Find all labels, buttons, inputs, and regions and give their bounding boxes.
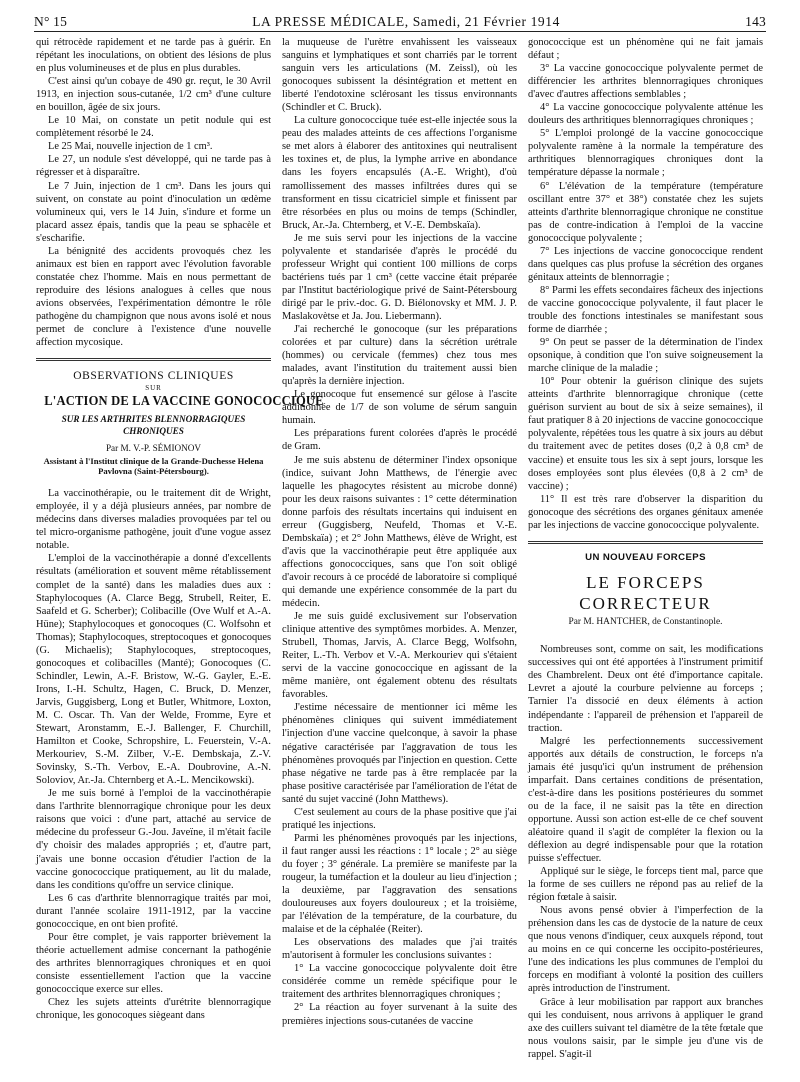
paragraph: C'est ainsi qu'un cobaye de 490 gr. reçut, le 30 Avril 1913, en injection sous-cutanée, 1/2 cm³ d'une culture en bouillon, âgée de six jours. [36,76,271,114]
paragraph: Le 7 Juin, injection de 1 cm³. Dans les jours qui suivent, on constate au point d'inoculation un œdème volumineux qui, vers le 14 Juin, s'indure et forme un placard assez épais, tandis que la peau se sphacèle et s'escharifie. [36,180,271,244]
paragraph: qui rétrocède rapidement et ne tarde pas à guérir. En répétant les inoculations, on obtient des lésions de plus en plus volumineuses et de plus en plus durables. [36,37,271,75]
paragraph: Le 27, un nodule s'est développé, qui ne tarde pas à régresser et à disparaître. [36,154,271,179]
issue-number: N° 15 [34,14,68,29]
paragraph: 7° Les injections de vaccine gonococcique rendent dans quelques cas plus profuse la sécrétion des organes génitaux atteints de blennorragie ; [528,245,763,283]
section-divider [36,358,271,361]
paragraph: Le 10 Mai, on constate un petit nodule qui est complètement résorbé le 24. [36,115,271,140]
paragraph: 6° L'élévation de la température (température oscillant entre 37° et 38°) constatée chez les sujets atteints d'arthrite blennorragique chronique ne constitue pas de contre-indication à l'emploi de la vaccine gonococcique polyvalente ; [528,180,763,244]
article-kicker: OBSERVATIONS CLINIQUES [73,370,234,383]
section-rubric: UN NOUVEAU FORCEPS [585,551,706,563]
paragraph: Je me suis abstenu de déterminer l'index opsonique (indice, suivant John Matthews, de l'énergie avec laquelle les phagocytes résistent au microbe donné) pour les deux raisons suivantes : 1° cette détermination donne parfois des résultats incertains qui induisent en erreur (Guggisberg, Neufeld, Thomas et V.-E. Dembskaïa) ; et 2° John Matthews, élève de Wright, est d'avis que la vaccinothérapie peut être appliquée aux affections gonococciques, sans que l'on soit obligé d'avoir recours à ce procédé de laboratoire si compliqué qui demande une expérience consommée de la part du médecin. [282,454,517,610]
paragraph: Malgré les perfectionnements successivement apportés aux détails de construction, le forceps n'a jamais été jusqu'ici qu'un instrument de préhension imparfait. Dans certaines conditions de présentation, c'est-à-dire dans les positions postérieures du sommet ou de la face, il ne saisit pas la tête en direction opportune. Aussi son action est-elle de ce chef souvent aléatoire quand il s'agit de compléter la flexion ou la déflexion au degré indispensable pour que la rotation puisse s'effectuer. [528,735,763,865]
article-title: L'ACTION DE LA VACCINE GONOCOCCIQUE [44,393,324,409]
paragraph: Le gonocoque fut ensemencé sur gélose à l'ascite additionnée de 1/7 de son volume de sérum sanguin humain. [282,389,517,427]
paragraph: Les préparations furent colorées d'après le procédé de Gram. [282,428,517,453]
paragraph: 8° Parmi les effets secondaires fâcheux des injections de vaccine gonococcique polyvalente, il faut placer le trouble des fonctions intestinales se manifestant sous forme de diarrhée ; [528,284,763,336]
page-number: 143 [745,14,766,29]
paragraph: Appliqué sur le siège, le forceps tient mal, parce que la forme de ses cuillers ne répond pas au relief de la région fœtale à saisir. [528,866,763,904]
section-divider [528,541,763,544]
header-rule [34,31,766,32]
journal-title: LA PRESSE MÉDICALE, Samedi, 21 Février 1914 [252,14,560,29]
paragraph: 11° Il est très rare d'observer la disparition du gonocoque des sécrétions des organes génitaux amenée par les injections de vaccine gonococcique polyvalente. [528,493,763,531]
paragraph: Je me suis borné à l'emploi de la vaccinothérapie dans l'arthrite blennorragique chronique pour les deux raisons que voici : d'une part, attaché au service de médecine du professeur G.-Jou. Javeïne, il m'était facile d'y choisir des malades appropriés ; et, d'autre part, j'avais une bonne occasion d'étudier l'action de la vaccine gonococcique pratiquement, au lit du malade, dans les conditions qu'offre un service clinique. [36,788,271,891]
paragraph: 3° La vaccine gonococcique polyvalente permet de différencier les arthrites blennorragiques chroniques d'avec d'autres affections semblables ; [528,63,763,101]
paragraph: Nous avons pensé obvier à l'imperfection de la préhension dans les cas de dystocie de la nature de ceux que nous venons d'indiquer, ceux auxquels répond, tout au moins en ce qui concerne les occipito-postérieures, l'une des indications les plus communes de l'emploi du forceps en modifiant à volonté la position des cuillers après introduction de l'instrument. [528,905,763,995]
paragraph: Les observations des malades que j'ai traités m'autorisent à formuler les conclusions suivantes : [282,937,517,962]
paragraph: L'emploi de la vaccinothérapie a donné d'excellents résultats (amélioration et souvent même rétablissement complet de la santé) dans les maladies dues aux : Staphylocoques (A. Clarce Begg, Strubell, Reiter, E. Saafeld et G. Scherber); Colibacille (Ove Wulf et A.-A. Hüne); Staphylocoques et gonocoques (C. Wolfsohn et Thomas); Staphylocoques, streptocoques et gonocoques (G. Michaelis); Staphylocoques, streptocoques, gonocoques et colibacilles (Manté); Gonocoques (C. Schindler, Lewin, A.-F. Bristow, W.-G. Gayler, E.-E. Irons, I.-H. Schultz, Hagen, C. Bruck, D. Menzer, Jarvis, Guggisberg, Long et Butler, Whitmore, Loxton, M. C. Oscar. Th. Van der Welde, Fromme, Eyre et Stewart, Aronstamm, E.-J. Ballenger, F. Churchill, Hamilton et Cooke, Schropshire, L. Feuerstein, V.-A. Merkouriev, S.-M. Zilber, V.-E. Dembskaja, Z.-V. Sovinsky, S.-Th. Verbov, E.-A. Doubrovine, A.-N. Soloviov, Ar.-Ja. Chternberg et A.-L. Mencikowski). [36,553,271,787]
paragraph: J'estime nécessaire de mentionner ici même les phénomènes cliniques qui suivent immédiatement l'injection d'une vaccine quelconque, à savoir la phase négative caractérisée par l'aggravation de tous les phénomènes provoqués par l'injection en question. Cette phase négative ne tarde pas à être remplacée par la phase positive caractérisée par l'amélioration de l'état de santé du sujet vacciné (John Matthews). [282,702,517,805]
paragraph: 2° La réaction au foyer survenant à la suite des premières injections sous-cutanées de vaccine [282,1002,517,1027]
paragraph: Chez les sujets atteints d'urétrite blennorragique chronique, les gonocoques siègeant dans [36,997,271,1022]
paragraph: Parmi les phénomènes provoqués par les injections, il faut ranger aussi les réactions : 1° locale ; 2° au siège du foyer ; 3° générale. La première se manifeste par la rougeur, la tuméfaction et la douleur au lieu d'injection ; la deuxième, par l'aggravation des sensations douloureuses aux foyers douloureux ; et la troisième, par l'élévation de la température, de la courbature, du malaise et de la céphalée (Reiter). [282,832,517,936]
paragraph: La culture gonococcique tuée est-elle injectée sous la peau des malades atteints de ces affections l'organisme se met alors à élaborer des antitoxines qui neutralisent les toxines et, de plus, la lymphe arrive en abondance dans les foyers encapsulés (A.-E. Wright), d'où ramollissement des masses infiltrées dures qui se transforment en tissu cicatriciel simple et finissent par être résorbées en plus ou moins de temps (Schindler, Bruck, Ar.-Ja. Chternberg, et V.-E. Dembskaïa). [282,115,517,231]
article-title: LE FORCEPS CORRECTEUR [579,572,712,614]
author-affiliation: Assistant à l'Institut clinique de la Grande-Duchesse Helena Pavlovna (Saint-Pétersbourg). [43,455,264,477]
article-connector: SUR [145,383,162,392]
article-subtitle: SUR LES ARTHRITES BLENNORRAGIQUES CHRONIQUES [61,414,246,437]
article-byline: Par M. HANTCHER, de Constantinople. [568,617,723,628]
paragraph: Pour être complet, je vais rapporter brièvement la théorie actuellement admise concernant la pathogénie des arthrites blennorragiques chroniques et en quoi consiste essentiellement l'action que la vaccine gonococcique exerce sur elles. [36,931,271,995]
paragraph: Grâce à leur mobilisation par rapport aux branches qui les conduisent, nous arrivons à appliquer le grand axe des cuillers suivant tel diamètre de la tête fœtale que nous voulons saisir, par le simple jeu d'une vis de rappel. S'agit-il [528,996,763,1060]
paragraph: La bénignité des accidents provoqués chez les animaux est bien en rapport avec l'évolution favorable constatée chez l'homme. Mais en nous permettant de reproduire des lésions analogues à celles que nous avions observées, l'expérimentation démontre le rôle pathogène du champignon que nous avons isolé et nous permet de conclure à l'existence d'une nouvelle affection mycosique. [36,245,271,349]
paragraph: Je me suis guidé exclusivement sur l'observation clinique attentive des symptômes morbides. A. Menzer, Strubell, Thomas, Jarvis, A. Clarce Begg, Wolfsohn, Reiter, L.-Th. Verbov et V.-A. Merkouriev qui s'étaient servi de la vaccine gonococcique en agissant de la même manière, ont également obtenu des résultats favorables. [282,611,517,701]
paragraph: Je me suis servi pour les injections de la vaccine polyvalente et standarisée d'après le procédé du professeur Wright qui contient 100 millions de corps bactériens tués par 1 cm³ (cette vaccine était préparée par l'Institut bactériologique privé de Saint-Pétersbourg dirigé par le priv.-doc. G. D. Biélonovsky et MM. J. P. Maslakovètse et Ja. Jou. Liebermann). [282,232,517,322]
paragraph: 1° La vaccine gonococcique polyvalente doit être considérée comme un remède spécifique pour le traitement des arthrites blennorragiques chroniques ; [282,963,517,1001]
paragraph: Nombreuses sont, comme on sait, les modifications successives qui ont été apportées à l'instrument primitif des Chambrelent. Deux ont été d'importance capitale. Levret a ajouté la courbure pelvienne au forceps ; Tarnier l'a dissocié en deux éléments à action indépendante : l'appareil de préhension et l'appareil de traction. [528,644,763,734]
paragraph: Les 6 cas d'arthrite blennorragique traités par moi, durant l'année scolaire 1911-1912, par la vaccine gonococcique, en ont bien profité. [36,892,271,930]
paragraph: 5° L'emploi prolongé de la vaccine gonococcique polyvalente ramène à la normale la température des arthritiques blennorragiques chroniques dont la température dépasse la normale ; [528,128,763,179]
column-3 [528,36,763,1076]
paragraph: 10° Pour obtenir la guérison clinique des sujets atteints d'arthrite blennorragique chronique (cette guérison survient au bout de six à seize semaines), il faut pratiquer 8 à 20 injections de vaccine gonococcique polyvalente, répétées tous les quatre à six jours au début du traitement avec de petites doses (0,2 à 0,8 cm³ de vaccine) et ensuite tous les six à sept jours, lorsque les doses employées sont plus élevées (0,8 à 2 cm³ de vaccine) ; [528,376,763,492]
paragraph: 9° On peut se passer de la détermination de l'index opsonique, à condition que l'on suive soigneusement la marche clinique de la maladie ; [528,337,763,375]
paragraph: La vaccinothérapie, ou le traitement dit de Wright, employée, il y a déjà plusieurs années, par nombre de médecins dans diverses maladies provoquées par tel ou tel micro-organisme pathogène, jouit d'une vogue assez notable. [36,488,271,552]
paragraph: la muqueuse de l'urètre envahissent les vaisseaux sanguins et lymphatiques et sont charriés par le torrent sanguin vers les articulations (M. Zeissl), où les gonocoques subissent la désintégration et mettent en liberté l'endotoxine sclérosant les tissus environnants (Schindler et C. Bruck). [282,37,517,114]
article-byline: Par M. V.-P. SÉMIONOV [105,443,202,454]
paragraph: J'ai recherché le gonocoque (sur les préparations colorées et par culture) dans la sécrétion urétrale (hommes) ou cervicale (femmes) chez tous mes malades, avant l'institution du traitement aussi bien qu'après la dernière injection. [282,324,517,388]
column-1 [36,36,324,1076]
paragraph: 4° La vaccine gonococcique polyvalente atténue les douleurs des arthritiques blennorragiques chroniques ; [528,102,763,127]
column-2 [282,36,517,1076]
paragraph: Le 25 Mai, nouvelle injection de 1 cm³. [48,141,213,153]
paragraph: C'est seulement au cours de la phase positive que j'ai pratiqué les injections. [282,806,517,831]
running-header [34,8,766,30]
paragraph: gonococcique est un phénomène qui ne fait jamais défaut ; [528,37,763,62]
